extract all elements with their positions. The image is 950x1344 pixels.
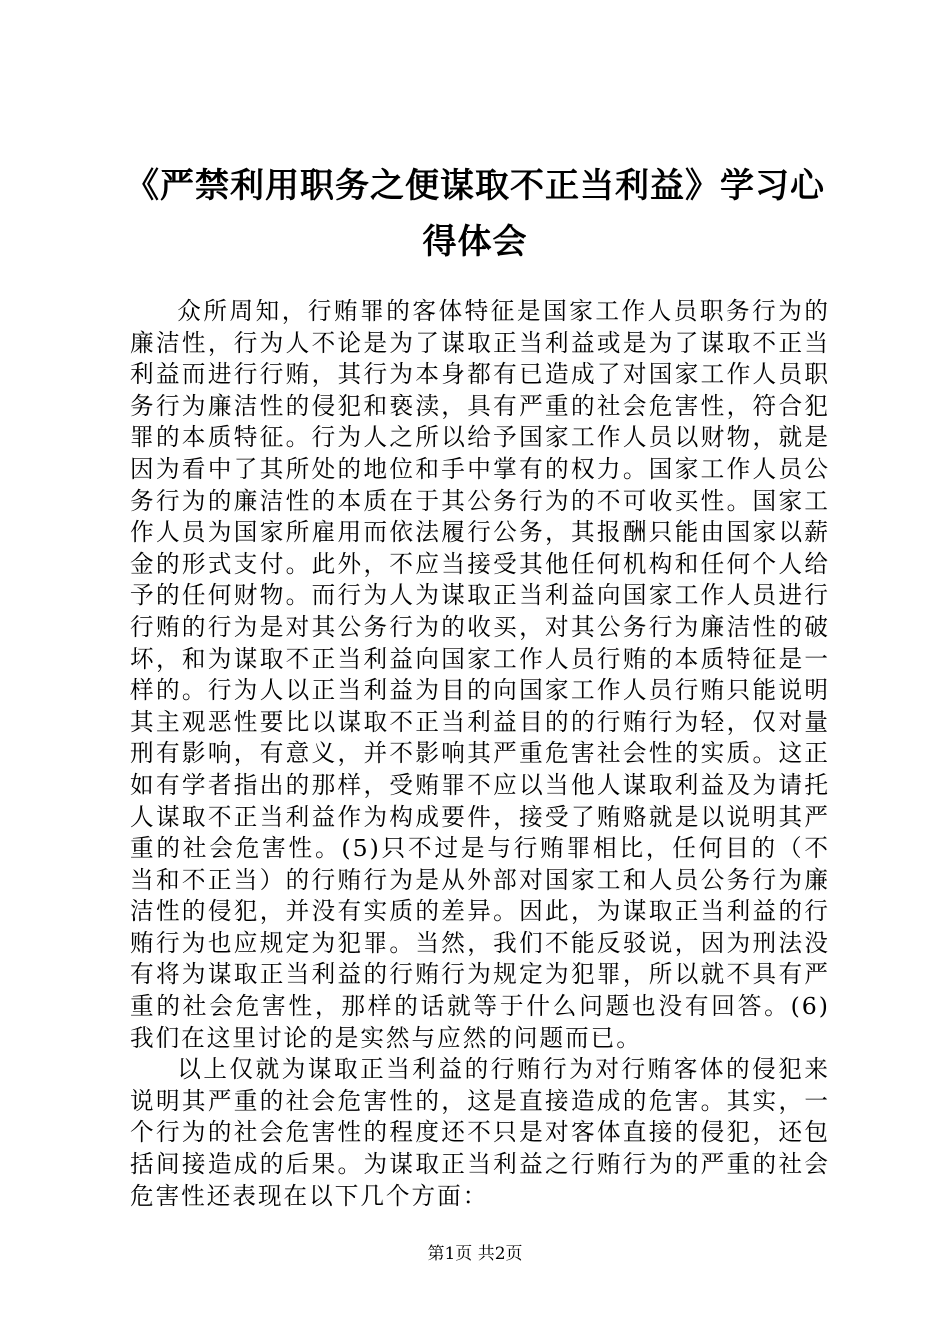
document-title: 《严禁利用职务之便谋取不正当利益》学习心得体会 bbox=[125, 166, 825, 262]
paragraph-1: 众所周知，行贿罪的客体特征是国家工作人员职务行为的廉洁性，行为人不论是为了谋取正当利益或是为了谋取不正当利益而进行行贿，其行为本身都有已造成了对国家工作人员职务行为廉洁性的侵犯和亵渎，具有严重的社会危害性，符合犯罪的本质特征。行为人之所以给予国家工作人员以财物，就是因为看中了其所处的地位和手中掌有的权力。国家工作人员公务行为的廉洁性的本质在于其公务行为的不可收买性。国家工作人员为国家所雇用而依法履行公务，其报酬只能由国家以薪金的形式支付。此外，不应当接受其他任何机构和任何个人给予的任何财物。而行为人为谋取正当利益向国家工作人员进行行贿的行为是对其公务行为的收买，对其公务行为廉洁性的破坏，和为谋取不正当利益向国家工作人员行贿的本质特征是一样的。行为人以正当利益为目的向国家工作人员行贿只能说明其主观恶性要比以谋取不正当利益目的的行贿行为轻，仅对量刑有影响，有意义，并不影响其严重危害社会性的实质。这正如有学者指出的那样，受贿罪不应以当他人谋取利益及为请托人谋取不正当利益作为构成要件，接受了贿赂就是以说明其严重的社会危害性。(5)只不过是与行贿罪相比，任何目的（不当和不正当）的行贿行为是从外部对国家工和人员公务行为廉洁性的侵犯，并没有实质的差异。因此，为谋取正当利益的行贿行为也应规定为犯罪。当然，我们不能反驳说，因为刑法没有将为谋取正当利益的行贿行为规定为犯罪，所以就不具有严重的社会危害性，那样的话就等于什么问题也没有回答。(6)我们在这里讨论的是实然与应然的问题而已。 bbox=[130, 297, 830, 1052]
page-number-footer: 第1页 共2页 bbox=[427, 1244, 523, 1264]
paragraph-2: 以上仅就为谋取正当利益的行贿行为对行贿客体的侵犯来说明其严重的社会危害性的，这是直接造成的危害。其实，一个行为的社会危害性的程度还不只是对客体直接的侵犯，还包括间接造成的后果。为谋取正当利益之行贿行为的严重的社会危害性还表现在以下几个方面： bbox=[130, 1055, 830, 1210]
document-body bbox=[130, 296, 830, 1212]
